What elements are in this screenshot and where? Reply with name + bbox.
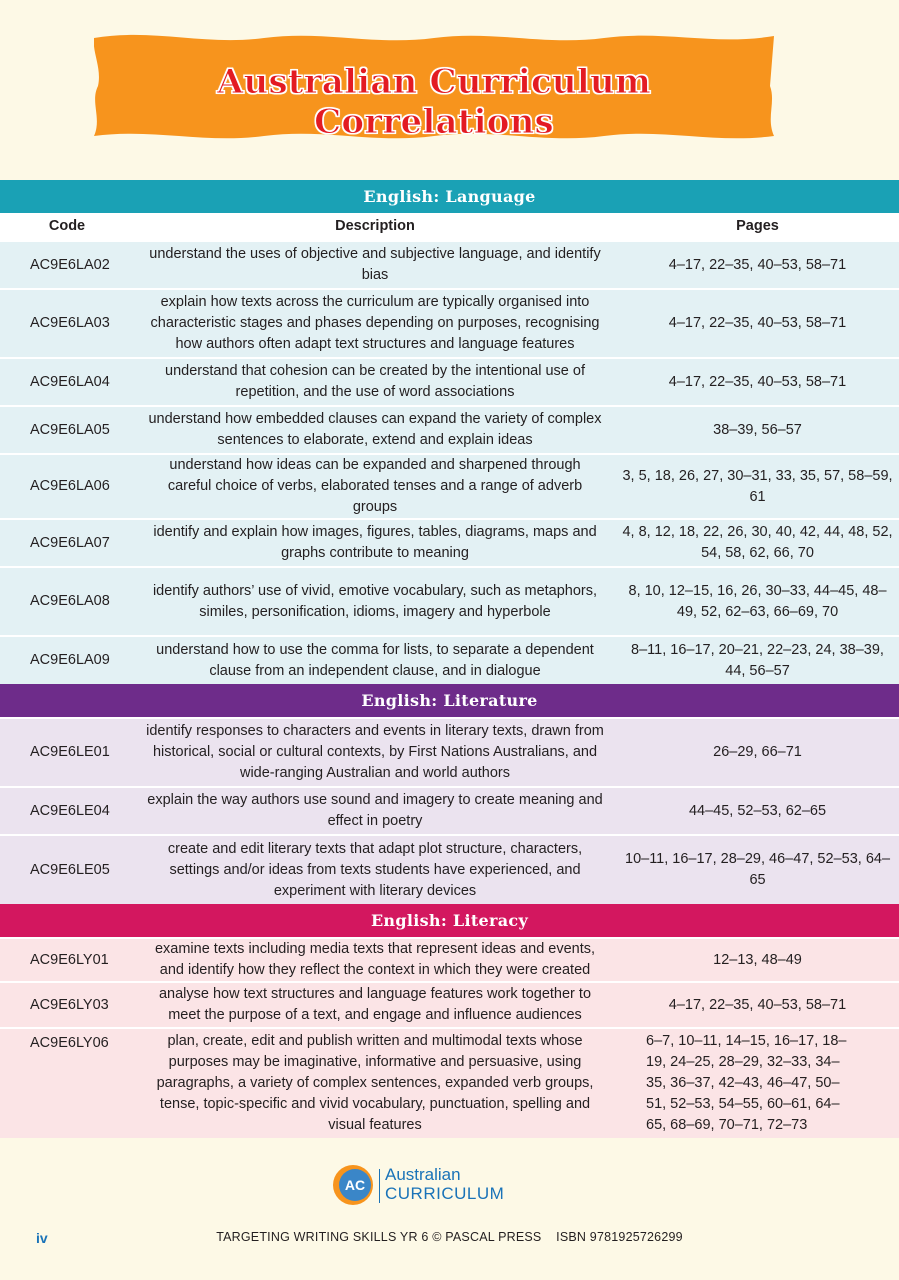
code-cell: AC9E6LY03 (0, 982, 134, 1028)
description-cell: understand how ideas can be expanded and sharpened through careful choice of verbs, elaborated tenses and a range of adverb groups (134, 454, 616, 519)
table-row (0, 241, 899, 289)
code-cell: AC9E6LA02 (0, 241, 134, 289)
code-column-header: Code (0, 213, 134, 241)
correlations-table (0, 180, 899, 1138)
description-cell: examine texts including media texts that represent ideas and events, and identify how they reflect the context in which they were created (134, 938, 616, 982)
pages-cell: 8, 10, 12–15, 16, 26, 30–33, 44–45, 48–49, 52, 62–63, 66–69, 70 (616, 567, 899, 636)
code-cell: AC9E6LA04 (0, 358, 134, 406)
table-row (0, 567, 899, 636)
description-cell: understand how embedded clauses can expand the variety of complex sentences to elaborate, extend and explain ideas (134, 406, 616, 454)
logo-text-line1: Australian (385, 1165, 461, 1184)
description-cell: plan, create, edit and publish written and multimodal texts whose purposes may be imaginative, informative and persuasive, using paragraphs, a variety of complex sentences, expanded verb groups, tense, topic-specific and vivid vocabulary, punctuation, spelling and visual features (134, 1028, 616, 1138)
description-cell: explain the way authors use sound and imagery to create meaning and effect in poetry (134, 787, 616, 835)
table-row (0, 787, 899, 835)
page-title: Australian Curriculum Correlations (216, 62, 652, 142)
description-cell: understand the uses of objective and subjective language, and identify bias (134, 241, 616, 289)
pages-cell: 4–17, 22–35, 40–53, 58–71 (616, 241, 899, 289)
section-heading: English: Language (0, 180, 899, 213)
ac-logo-mark: AC (339, 1169, 371, 1201)
table-row (0, 718, 899, 787)
table-row (0, 1028, 899, 1138)
footer-text: TARGETING WRITING SKILLS YR 6 © PASCAL PRESS ISBN 9781925726299 (216, 1230, 683, 1244)
description-cell: analyse how text structures and language features work together to meet the purpose of a text, and engage and influence audiences (134, 982, 616, 1028)
code-cell: AC9E6LY01 (0, 938, 134, 982)
pages-cell: 4–17, 22–35, 40–53, 58–71 (616, 289, 899, 358)
table-row (0, 938, 899, 982)
code-cell: AC9E6LE05 (0, 835, 134, 904)
table-row (0, 289, 899, 358)
description-cell: identify and explain how images, figures, tables, diagrams, maps and graphs contribute to meaning (134, 519, 616, 567)
pages-cell: 3, 5, 18, 26, 27, 30–31, 33, 35, 57, 58–59, 61 (616, 454, 899, 519)
logo-divider (379, 1169, 380, 1203)
table-row (0, 835, 899, 904)
pages-cell: 4–17, 22–35, 40–53, 58–71 (616, 982, 899, 1028)
description-cell: understand that cohesion can be created by the intentional use of repetition, and the use of word associations (134, 358, 616, 406)
description-cell: identify authors’ use of vivid, emotive vocabulary, such as metaphors, similes, personification, idioms, imagery and hyperbole (134, 567, 616, 636)
description-column-header: Description (134, 213, 616, 241)
code-cell: AC9E6LA03 (0, 289, 134, 358)
logo-text-line2: CURRICULUM (385, 1184, 505, 1203)
table-row (0, 982, 899, 1028)
code-cell: AC9E6LA09 (0, 636, 134, 684)
code-cell: AC9E6LE04 (0, 787, 134, 835)
table-row (0, 519, 899, 567)
section-heading: English: Literature (0, 684, 899, 718)
description-cell: explain how texts across the curriculum are typically organised into characteristic stages and phases depending on purposes, recognising how authors often adapt text structures and language features (134, 289, 616, 358)
code-cell: AC9E6LA08 (0, 567, 134, 636)
pages-cell: 4–17, 22–35, 40–53, 58–71 (616, 358, 899, 406)
description-cell: understand how to use the comma for lists, to separate a dependent clause from an independent clause, and in dialogue (134, 636, 616, 684)
pages-cell: 6–7, 10–11, 14–15, 16–17, 18–19, 24–25, 28–29, 32–33, 34–35, 36–37, 42–43, 46–47, 50–51, 52–53, 54–55, 60–61, 64–65, 68–69, 70–71, 72–73 (616, 1028, 899, 1138)
section-literature (0, 684, 899, 904)
ac-logo-icon (333, 1165, 373, 1205)
australian-curriculum-logo (333, 1165, 573, 1207)
pages-cell: 8–11, 16–17, 20–21, 22–23, 24, 38–39, 44, 56–57 (616, 636, 899, 684)
table-row (0, 406, 899, 454)
pages-cell: 38–39, 56–57 (616, 406, 899, 454)
code-cell: AC9E6LE01 (0, 718, 134, 787)
code-cell: AC9E6LA06 (0, 454, 134, 519)
code-cell: AC9E6LA05 (0, 406, 134, 454)
section-literacy (0, 904, 899, 1138)
table-row (0, 358, 899, 406)
pages-cell: 44–45, 52–53, 62–65 (616, 787, 899, 835)
code-cell: AC9E6LY06 (0, 1028, 134, 1138)
pages-cell: 12–13, 48–49 (616, 938, 899, 982)
pages-cell: 10–11, 16–17, 28–29, 46–47, 52–53, 64–65 (616, 835, 899, 904)
section-language (0, 180, 899, 684)
table-row (0, 636, 899, 684)
description-cell: identify responses to characters and events in literary texts, drawn from historical, social or cultural contexts, by First Nations Australians, and wide-ranging Australian and world authors (134, 718, 616, 787)
pages-cell: 26–29, 66–71 (616, 718, 899, 787)
pages-column-header: Pages (616, 213, 899, 241)
code-cell: AC9E6LA07 (0, 519, 134, 567)
column-header-row (0, 213, 899, 241)
table-row (0, 454, 899, 519)
page-number: iv (36, 1230, 48, 1246)
section-heading: English: Literacy (0, 904, 899, 938)
pages-cell: 4, 8, 12, 18, 22, 26, 30, 40, 42, 44, 48, 52, 54, 58, 62, 66, 70 (616, 519, 899, 567)
description-cell: create and edit literary texts that adapt plot structure, characters, settings and/or ideas from texts students have experienced, and experiment with literary devices (134, 835, 616, 904)
title-banner (94, 32, 774, 140)
